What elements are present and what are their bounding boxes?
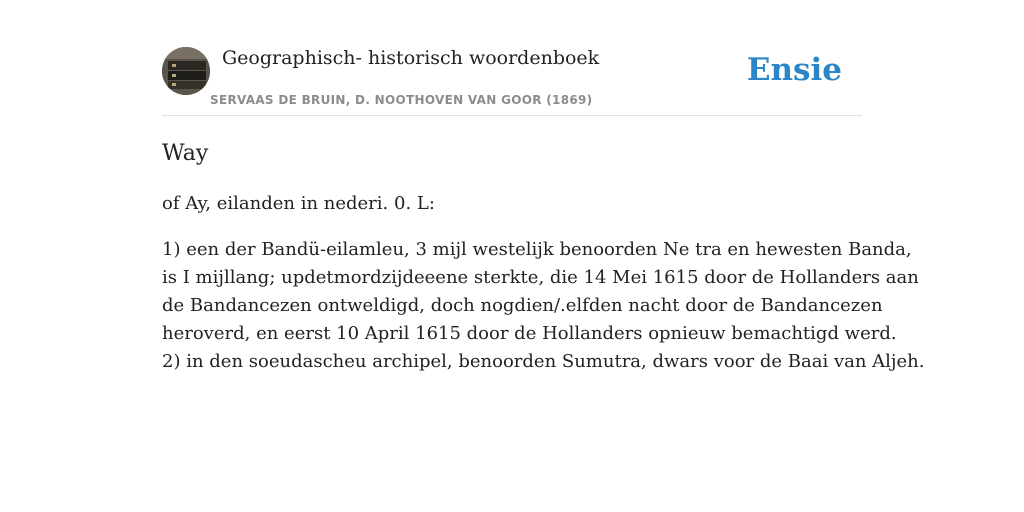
book-title[interactable]: Geographisch- historisch woordenboek	[222, 47, 600, 69]
entry-title: Way	[162, 141, 209, 166]
entry-body-line: 2) in den soeudascheu archipel, benoorden Sumutra, dwars voor de Baai van Aljeh.	[162, 351, 925, 372]
entry-body-line: is I mijllang; updetmordzijdeeene sterkte, die 14 Mei 1615 door de Hollanders aan	[162, 267, 919, 288]
book-cover-icon[interactable]	[162, 47, 210, 95]
entry-article	[162, 138, 925, 376]
entry-body-line: 1) een der Bandü-eilamleu, 3 mijl westelijk benoorden Ne tra en hewesten Banda,	[162, 239, 912, 260]
ensie-logo[interactable]: Ensie	[746, 52, 842, 88]
book-author: SERVAAS DE BRUIN, D. NOOTHOVEN VAN GOOR (1869)	[210, 93, 593, 107]
entry-body	[162, 236, 925, 376]
entry-body-line: de Bandancezen ontweldigd, doch nogdien/.elfden nacht door de Bandancezen	[162, 295, 883, 316]
site-header	[162, 46, 862, 116]
entry-body-line: heroverd, en eerst 10 April 1615 door de Hollanders opnieuw bemachtigd werd.	[162, 323, 897, 344]
entry-lead: of Ay, eilanden in nederi. 0. L:	[162, 193, 435, 214]
